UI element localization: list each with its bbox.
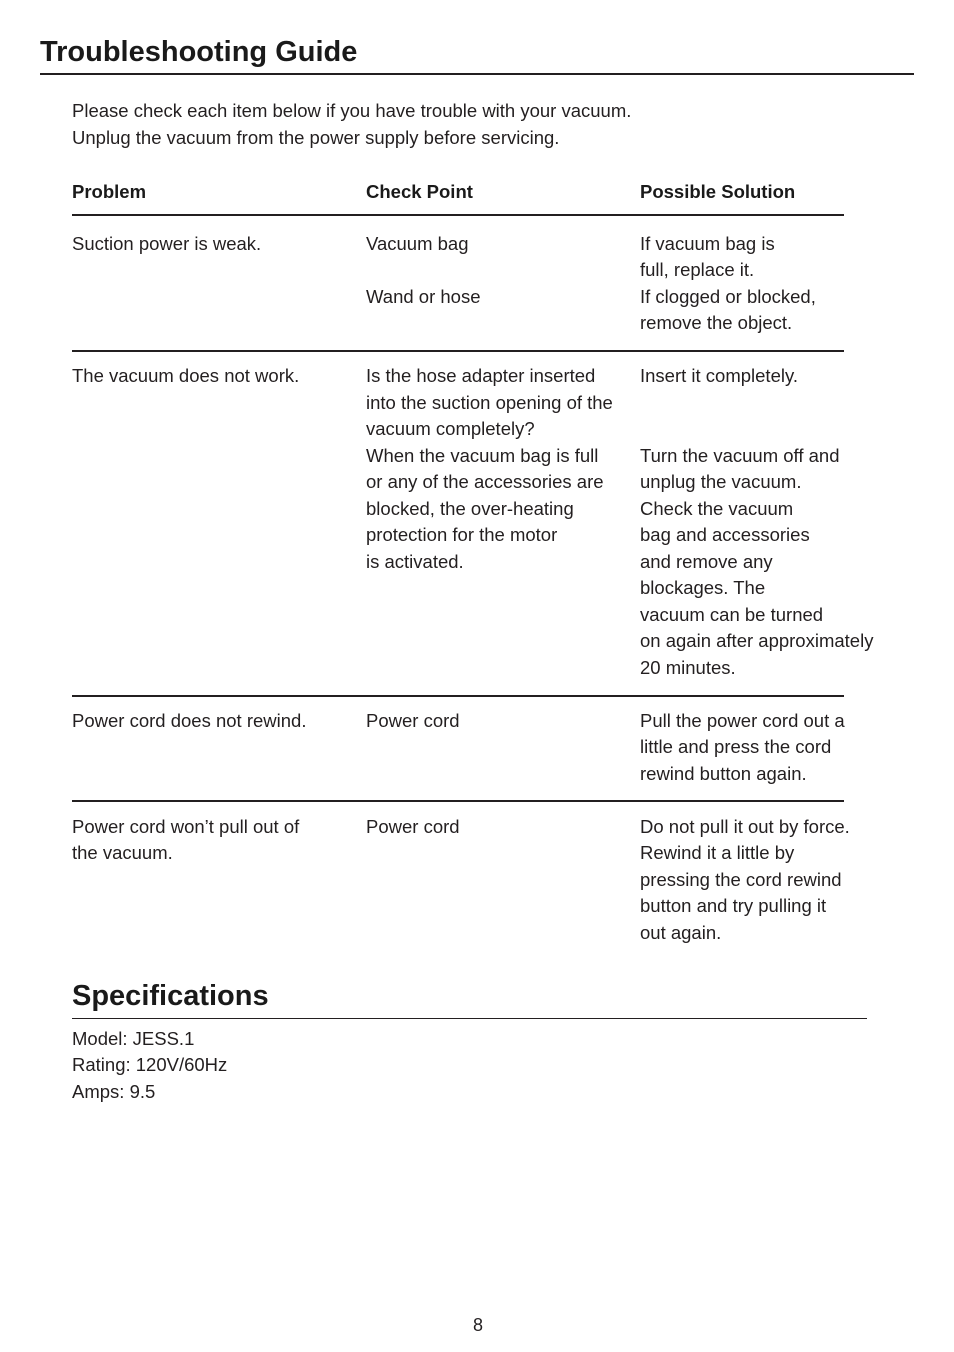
row-divider bbox=[72, 695, 844, 697]
solution-text: remove the object. bbox=[640, 312, 793, 333]
solution-text: on again after approximately bbox=[640, 630, 874, 651]
solution-text: blockages. The bbox=[640, 577, 766, 598]
problem-text: the vacuum. bbox=[72, 842, 173, 863]
solution-text: Turn the vacuum off and bbox=[640, 445, 840, 466]
specifications-title: Specifications bbox=[72, 980, 269, 1012]
check-point-text: vacuum completely? bbox=[366, 418, 535, 439]
solution-text: If vacuum bag is bbox=[640, 233, 775, 254]
solution-text: full, replace it. bbox=[640, 259, 755, 280]
solution-text: If clogged or blocked, bbox=[640, 286, 816, 307]
solution-text: Pull the power cord out a bbox=[640, 710, 845, 731]
row-divider bbox=[72, 800, 844, 802]
intro-line: Please check each item below if you have trouble with your vacuum. bbox=[72, 100, 632, 121]
problem-text: The vacuum does not work. bbox=[72, 365, 300, 386]
solution-text: Do not pull it out by force. bbox=[640, 816, 850, 837]
check-point-text: is activated. bbox=[366, 551, 464, 572]
header-rule bbox=[72, 214, 844, 216]
spec-item: Amps: 9.5 bbox=[72, 1081, 156, 1102]
page-number: 8 bbox=[473, 1315, 484, 1335]
check-point-text: Wand or hose bbox=[366, 286, 481, 307]
solution-text: bag and accessories bbox=[640, 524, 810, 545]
problem-text: Power cord does not rewind. bbox=[72, 710, 307, 731]
problem-text: Power cord won’t pull out of bbox=[72, 816, 300, 837]
problem-text: Suction power is weak. bbox=[72, 233, 262, 254]
solution-text: button and try pulling it bbox=[640, 895, 827, 916]
column-header-check-point: Check Point bbox=[366, 181, 473, 202]
check-point-text: Power cord bbox=[366, 710, 460, 731]
solution-text: pressing the cord rewind bbox=[640, 869, 842, 890]
troubleshooting-title: Troubleshooting Guide bbox=[40, 36, 358, 68]
solution-text: unplug the vacuum. bbox=[640, 471, 802, 492]
solution-text: vacuum can be turned bbox=[640, 604, 824, 625]
column-header-problem: Problem bbox=[72, 181, 147, 202]
solution-text: out again. bbox=[640, 922, 722, 943]
solution-text: little and press the cord bbox=[640, 736, 832, 757]
check-point-text: Is the hose adapter inserted bbox=[366, 365, 596, 386]
solution-text: Insert it completely. bbox=[640, 365, 798, 386]
check-point-text: blocked, the over-heating bbox=[366, 498, 574, 519]
solution-text: 20 minutes. bbox=[640, 657, 736, 678]
check-point-text: into the suction opening of the bbox=[366, 392, 613, 413]
check-point-text: protection for the motor bbox=[366, 524, 558, 545]
specifications-rule bbox=[72, 1018, 867, 1019]
intro-line: Unplug the vacuum from the power supply before servicing. bbox=[72, 127, 560, 148]
solution-text: Rewind it a little by bbox=[640, 842, 795, 863]
row-divider bbox=[72, 350, 844, 352]
solution-text: and remove any bbox=[640, 551, 773, 572]
solution-text: Check the vacuum bbox=[640, 498, 794, 519]
spec-item: Rating: 120V/60Hz bbox=[72, 1054, 228, 1075]
check-point-text: or any of the accessories are bbox=[366, 471, 604, 492]
column-header-solution: Possible Solution bbox=[640, 181, 796, 202]
title-rule bbox=[40, 73, 914, 75]
check-point-text: Power cord bbox=[366, 816, 460, 837]
solution-text: rewind button again. bbox=[640, 763, 807, 784]
spec-item: Model: JESS.1 bbox=[72, 1028, 195, 1049]
check-point-text: When the vacuum bag is full bbox=[366, 445, 599, 466]
check-point-text: Vacuum bag bbox=[366, 233, 469, 254]
